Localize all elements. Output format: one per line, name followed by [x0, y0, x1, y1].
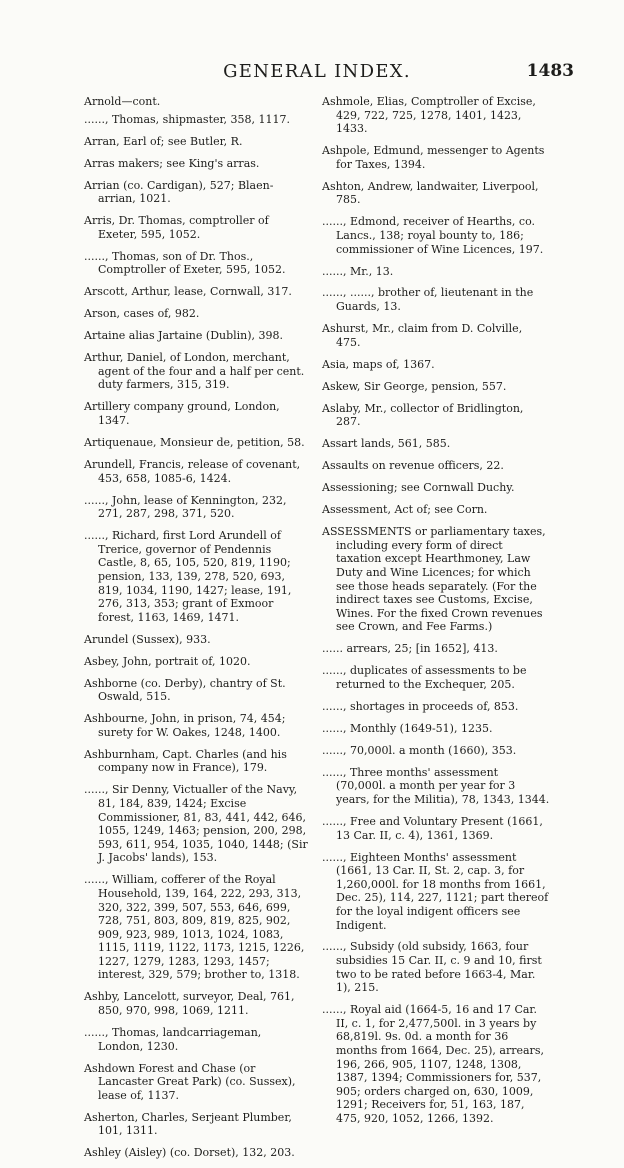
index-entry: Assessment, Act of; see Corn.: [322, 503, 488, 517]
index-entry: ......, Monthly (1649-51), 1235.: [322, 721, 493, 735]
index-entry: ......, Thomas, son of Dr. Thos., Comptroller of Exeter, 595, 1052.: [84, 249, 286, 277]
index-entry: ......, William, cofferer of the Royal Household, 139, 164, 222, 293, 313, 320, 322, 399, 507, 553, 646, 699, 728, 751, 803, 809, 819, 825, 902, 909, 923, 989, 1013, 1024, 1083, 1115, 1119, 1122, 1173, 1215, 1226, 1227, 1279, 1283, 1293, 1457; interest, 329, 579; brother to, 1318.: [84, 873, 305, 982]
index-entry: Assart lands, 561, 585.: [322, 437, 451, 451]
index-entry: ......, shortages in proceeds of, 853.: [322, 699, 519, 713]
index-entry: Arson, cases of, 982.: [84, 307, 200, 321]
index-entry: Arscott, Arthur, lease, Cornwall, 317.: [84, 285, 292, 299]
index-entry: ASSESSMENTS or parliamentary taxes, including every form of direct taxation except Hearthmoney, Law Duty and Wine Licences; for which see those heads separately. (For the indirect taxes see Customs, Excise, Wines. For the fixed Crown revenues see Crown, and Fee Farms.): [322, 525, 546, 634]
index-entry: Arran, Earl of; see Butler, R.: [84, 134, 243, 148]
index-entry: Arris, Dr. Thomas, comptroller of Exeter, 595, 1052.: [84, 214, 269, 241]
index-entry: ......, Three months' assessment (70,000l. a month per year for 3 years, for the Militia), 78, 1343, 1344.: [322, 765, 550, 806]
index-entry: Asia, maps of, 1367.: [322, 357, 435, 371]
index-column-right: [322, 95, 550, 1134]
index-entry: ......, ......, brother of, lieutenant in the Guards, 13.: [322, 286, 534, 314]
index-entry: ......, Thomas, shipmaster, 358, 1117.: [84, 112, 291, 126]
index-entry: Arras makers; see King's arras.: [84, 156, 260, 170]
index-entry: Ashborne (co. Derby), chantry of St. Oswald, 515.: [84, 676, 286, 704]
index-entry: Artaine alias Jartaine (Dublin), 398.: [84, 329, 284, 343]
index-entry: Arnold—cont.: [84, 95, 161, 108]
index-entry: Arundell, Francis, release of covenant, 453, 658, 1085-6, 1424.: [84, 457, 301, 485]
index-entry: Artiquenaue, Monsieur de, petition, 58.: [84, 435, 305, 449]
index-entry: Assaults on revenue officers, 22.: [322, 459, 504, 473]
index-entry: Ashby, Lancelott, surveyor, Deal, 761, 850, 970, 998, 1069, 1211.: [84, 990, 295, 1018]
index-entry: Ashdown Forest and Chase (or Lancaster Great Park) (co. Sussex), lease of, 1137.: [84, 1061, 296, 1102]
index-entry: Arrian (co. Cardigan), 527; Blaen-arrian, 1021.: [84, 178, 274, 206]
index-entry: ...... arrears, 25; [in 1652], 413.: [322, 642, 498, 656]
index-entry: Asbey, John, portrait of, 1020.: [84, 654, 251, 668]
index-entry: Ashbourne, John, in prison, 74, 454; surety for W. Oakes, 1248, 1400.: [84, 712, 286, 739]
index-entry: ......, Subsidy (old subsidy, 1663, four subsidies 15 Car. II, c. 9 and 10, first two to be rated before 1663-4, Mar. 1), 215.: [322, 940, 542, 995]
index-entry: Ashburnham, Capt. Charles (and his company now in France), 179.: [84, 747, 287, 775]
index-entry: ......, Thomas, landcarriageman, London, 1230.: [84, 1026, 262, 1053]
index-entry: ......, Richard, first Lord Arundell of Trerice, governor of Pendennis Castle, 8, 65, 105, 520, 819, 1190; pension, 133, 139, 278, 520, 693, 819, 1034, 1190, 1427; lease, 191, 276, 313, 353; grant of Exmoor forest, 1163, 1469, 1471.: [84, 529, 292, 624]
index-entry: Askew, Sir George, pension, 557.: [322, 379, 507, 393]
index-column-left: [84, 95, 308, 1168]
index-entry: ......, John, lease of Kennington, 232, 271, 287, 298, 371, 520.: [84, 493, 287, 521]
index-entry: Artillery company ground, London, 1347.: [84, 400, 280, 427]
index-entry: ......, Edmond, receiver of Hearths, co. Lancs., 138; royal bounty to, 186; commissioner of Wine Licences, 197.: [322, 215, 544, 256]
page-header: [80, 58, 574, 84]
index-entry: ......, Mr., 13.: [322, 264, 394, 278]
index-entry: Arthur, Daniel, of London, merchant, agent of the four and a half per cent. duty farmers, 315, 319.: [84, 351, 305, 392]
index-entry: Arundel (Sussex), 933.: [84, 632, 211, 646]
index-entry: ......, duplicates of assessments to be returned to the Exchequer, 205.: [322, 664, 527, 691]
index-entry: Asherton, Charles, Serjeant Plumber, 101, 1311.: [84, 1110, 292, 1138]
index-entry: ......, Free and Voluntary Present (1661, 13 Car. II, c. 4), 1361, 1369.: [322, 814, 543, 842]
index-entry: Assessioning; see Cornwall Duchy.: [322, 481, 515, 495]
index-entry: Ashmole, Elias, Comptroller of Excise, 429, 722, 725, 1278, 1401, 1423, 1433.: [322, 95, 536, 136]
page-number: 1483: [526, 61, 574, 81]
index-entry: Ashton, Andrew, landwaiter, Liverpool, 785.: [322, 179, 539, 207]
index-entry: ......, 70,000l. a month (1660), 353.: [322, 743, 517, 757]
index-entry: ......, Eighteen Months' assessment (1661, 13 Car. II, St. 2, cap. 3, for 1,260,000l. for 18 months from 1661, Dec. 25), 114, 227, 1121; part thereof for the loyal indigent officers see Indigent.: [322, 850, 549, 932]
index-entry: Ashurst, Mr., claim from D. Colville, 475.: [322, 322, 523, 349]
index-entry: Ashpole, Edmund, messenger to Agents for Taxes, 1394.: [322, 144, 545, 171]
index-entry: Aslaby, Mr., collector of Bridlington, 287.: [322, 401, 524, 429]
index-entry: ......, Royal aid (1664-5, 16 and 17 Car. II, c. 1, for 2,477,500l. in 3 years by 68,819l. 9s. 0d. a month for 36 months from 1664, Dec. 25), arrears, 196, 266, 905, 1107, 1248, 1308, 1387, 1394; Commissioners for, 537, 905; orders charged on, 630, 1009, 1291; Receivers for, 51, 163, 187, 475, 920, 1052, 1266, 1392.: [322, 1003, 544, 1125]
index-entry: Ashley (Aisley) (co. Dorset), 132, 203.: [84, 1146, 295, 1160]
index-entry: ......, Sir Denny, Victualler of the Navy, 81, 184, 839, 1424; Excise Commissioner, 81, 83, 441, 442, 646, 1055, 1249, 1463; pension, 200, 298, 593, 611, 954, 1035, 1040, 1448; (Sir J. Jacobs' lands), 153.: [84, 783, 308, 865]
running-title: GENERAL INDEX.: [223, 61, 411, 82]
